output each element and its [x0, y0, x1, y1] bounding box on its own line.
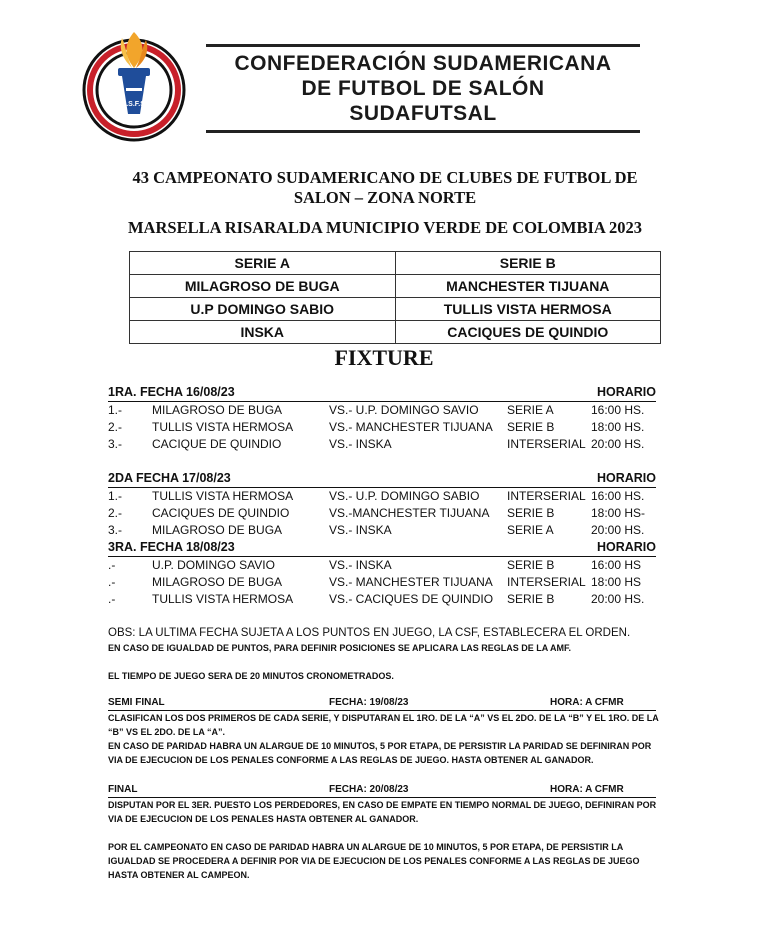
obs-note: OBS: LA ULTIMA FECHA SUJETA A LOS PUNTOS EN JUEGO, LA CSF, ESTABLECERA EL ORDEN. [108, 627, 631, 639]
title-line2: SALON – ZONA NORTE [293, 188, 477, 207]
fecha-label: 2DA FECHA 17/08/23 [108, 471, 231, 485]
match-time: 20:00 HS. [591, 437, 645, 451]
org-name-line2: DE FUTBOL DE SALÓN [301, 77, 545, 100]
tiebreak-note: EN CASO DE IGUALDAD DE PUNTOS, PARA DEFINIR POSICIONES SE APLICARA LAS REGLAS DE LA AMF. [108, 643, 572, 653]
match-time: 16:00 HS [591, 558, 642, 572]
match-row [108, 506, 656, 523]
match-serie: SERIE B [507, 420, 555, 434]
series-b-team: TULLIS VISTA HERMOSA [395, 298, 661, 321]
fixture-title: FIXTURE [334, 345, 434, 370]
series-b-team: CACIQUES DE QUINDIO [395, 321, 661, 344]
match-row [108, 403, 656, 420]
away-team: VS.- MANCHESTER TIJUANA [329, 420, 493, 434]
series-row [130, 321, 661, 344]
semifinal-header [108, 697, 656, 711]
series-b-team: MANCHESTER TIJUANA [395, 275, 661, 298]
home-team: TULLIS VISTA HERMOSA [152, 420, 294, 434]
match-time: 20:00 HS. [591, 592, 645, 606]
match-number: 3.- [108, 437, 123, 451]
away-team: VS.- U.P. DOMINGO SAVIO [329, 403, 479, 417]
fecha-header [108, 471, 656, 488]
horario-label: HORARIO [596, 471, 656, 485]
match-serie: SERIE A [507, 523, 554, 537]
match-serie: SERIE A [507, 403, 554, 417]
match-time: 16:00 HS. [591, 489, 645, 503]
home-team: CACIQUES DE QUINDIO [152, 506, 290, 520]
org-name-line3: SUDAFUTSAL [349, 102, 497, 125]
match-row [108, 489, 656, 506]
header-rule-top [206, 44, 640, 47]
semifinal-tiebreak: EN CASO DE PARIDAD HABRA UN ALARGUE DE 10 MINUTOS, 5 POR ETAPA, DE PERSISTIR LA PARIDAD SE DEFINIRAN POR VIA DE EJECUCION DE LOS PENALES CONFORME A LAS REGLAS DE JUEGO. HASTA OBTENER AL GANADOR. [108, 741, 652, 765]
home-team: TULLIS VISTA HERMOSA [152, 592, 294, 606]
match-number: .- [108, 558, 116, 572]
match-number: 2.- [108, 506, 123, 520]
match-serie: SERIE B [507, 558, 555, 572]
match-row [108, 437, 656, 454]
final-time: HORA: A CFMR [550, 784, 624, 795]
match-row [108, 523, 656, 540]
csfs-logo [82, 28, 186, 146]
away-team: VS.- U.P. DOMINGO SABIO [329, 489, 480, 503]
series-b-header: SERIE B [395, 252, 661, 275]
match-number: .- [108, 575, 116, 589]
match-time: 18:00 HS. [591, 420, 645, 434]
match-time: 20:00 HS. [591, 523, 645, 537]
match-row [108, 575, 656, 592]
title-line1: 43 CAMPEONATO SUDAMERICANO DE CLUBES DE FUTBOL DE [132, 168, 638, 187]
horario-label: HORARIO [596, 540, 656, 554]
home-team: U.P. DOMINGO SAVIO [152, 558, 275, 572]
semifinal-time: HORA: A CFMR [550, 697, 624, 708]
match-serie: SERIE B [507, 592, 555, 606]
home-team: TULLIS VISTA HERMOSA [152, 489, 294, 503]
match-serie: INTERSERIAL [507, 489, 586, 503]
semifinal-date: FECHA: 19/08/23 [329, 697, 409, 708]
match-time: 16:00 HS. [591, 403, 645, 417]
series-a-team: U.P DOMINGO SABIO [130, 298, 396, 321]
series-row [130, 275, 661, 298]
fecha-header [108, 540, 656, 557]
match-number: .- [108, 592, 116, 606]
header-rule-bottom [206, 130, 640, 133]
away-team: VS.- MANCHESTER TIJUANA [329, 575, 493, 589]
fecha-label: 1RA. FECHA 16/08/23 [108, 385, 235, 399]
game-time-note: EL TIEMPO DE JUEGO SERA DE 20 MINUTOS CRONOMETRADOS. [108, 671, 394, 681]
semifinal-label: SEMI FINAL [108, 697, 165, 708]
match-serie: SERIE B [507, 506, 555, 520]
final-rules: DISPUTAN POR EL 3ER. PUESTO LOS PERDEDORES, EN CASO DE EMPATE EN TIEMPO NORMAL DE JUEGO, DEFINIRAN POR VIA DE EJECUCION DE LOS PENALES HASTA OBTENER AL GANADOR. [108, 800, 657, 824]
match-serie: INTERSERIAL [507, 575, 586, 589]
match-number: 2.- [108, 420, 123, 434]
match-row [108, 558, 656, 575]
match-number: 1.- [108, 403, 123, 417]
away-team: VS.- INSKA [329, 437, 392, 451]
away-team: VS.- INSKA [329, 523, 392, 537]
championship-title [60, 168, 710, 208]
match-row [108, 420, 656, 437]
home-team: MILAGROSO DE BUGA [152, 523, 283, 537]
away-team: VS.-MANCHESTER TIJUANA [329, 506, 490, 520]
home-team: CACIQUE DE QUINDIO [152, 437, 282, 451]
match-number: 3.- [108, 523, 123, 537]
home-team: MILAGROSO DE BUGA [152, 403, 283, 417]
series-header-row [130, 252, 661, 275]
series-table [129, 251, 661, 344]
match-time: 18:00 HS [591, 575, 642, 589]
series-a-team: MILAGROSO DE BUGA [130, 275, 396, 298]
final-date: FECHA: 20/08/23 [329, 784, 409, 795]
logo-text: C.S.F.S. [121, 101, 147, 108]
horario-label: HORARIO [596, 385, 656, 399]
series-a-header: SERIE A [130, 252, 396, 275]
series-a-team: INSKA [130, 321, 396, 344]
series-row [130, 298, 661, 321]
away-team: VS.- CACIQUES DE QUINDIO [329, 592, 494, 606]
match-number: 1.- [108, 489, 123, 503]
org-name-line1: CONFEDERACIÓN SUDAMERICANA [234, 52, 612, 75]
away-team: VS.- INSKA [329, 558, 392, 572]
match-row [108, 592, 656, 609]
semifinal-rules: CLASIFICAN LOS DOS PRIMEROS DE CADA SERIE, Y DISPUTARAN EL 1RO. DE LA “A” VS EL 2DO. DE LA “B” Y EL 1RO. DE LA “B” VS EL 2DO. DE LA “A”. [108, 713, 659, 737]
final-tiebreak: POR EL CAMPEONATO EN CASO DE PARIDAD HABRA UN ALARGUE DE 10 MINUTOS, 5 POR ETAPA, DE PERSISTIR LA IGUALDAD SE PROCEDERA A DEFINIR POR VIA DE EJECUCION DE LOS PENALES CONFORME A LAS REGLAS DE JUEGO HASTA OBTENER AL CAMPEON. [108, 842, 640, 880]
final-label: FINAL [108, 784, 138, 795]
final-header [108, 784, 656, 798]
match-time: 18:00 HS- [591, 506, 646, 520]
match-serie: INTERSERIAL [507, 437, 586, 451]
fecha-header [108, 385, 656, 402]
home-team: MILAGROSO DE BUGA [152, 575, 283, 589]
venue-subtitle: MARSELLA RISARALDA MUNICIPIO VERDE DE COLOMBIA 2023 [127, 218, 642, 237]
fecha-label: 3RA. FECHA 18/08/23 [108, 540, 235, 554]
